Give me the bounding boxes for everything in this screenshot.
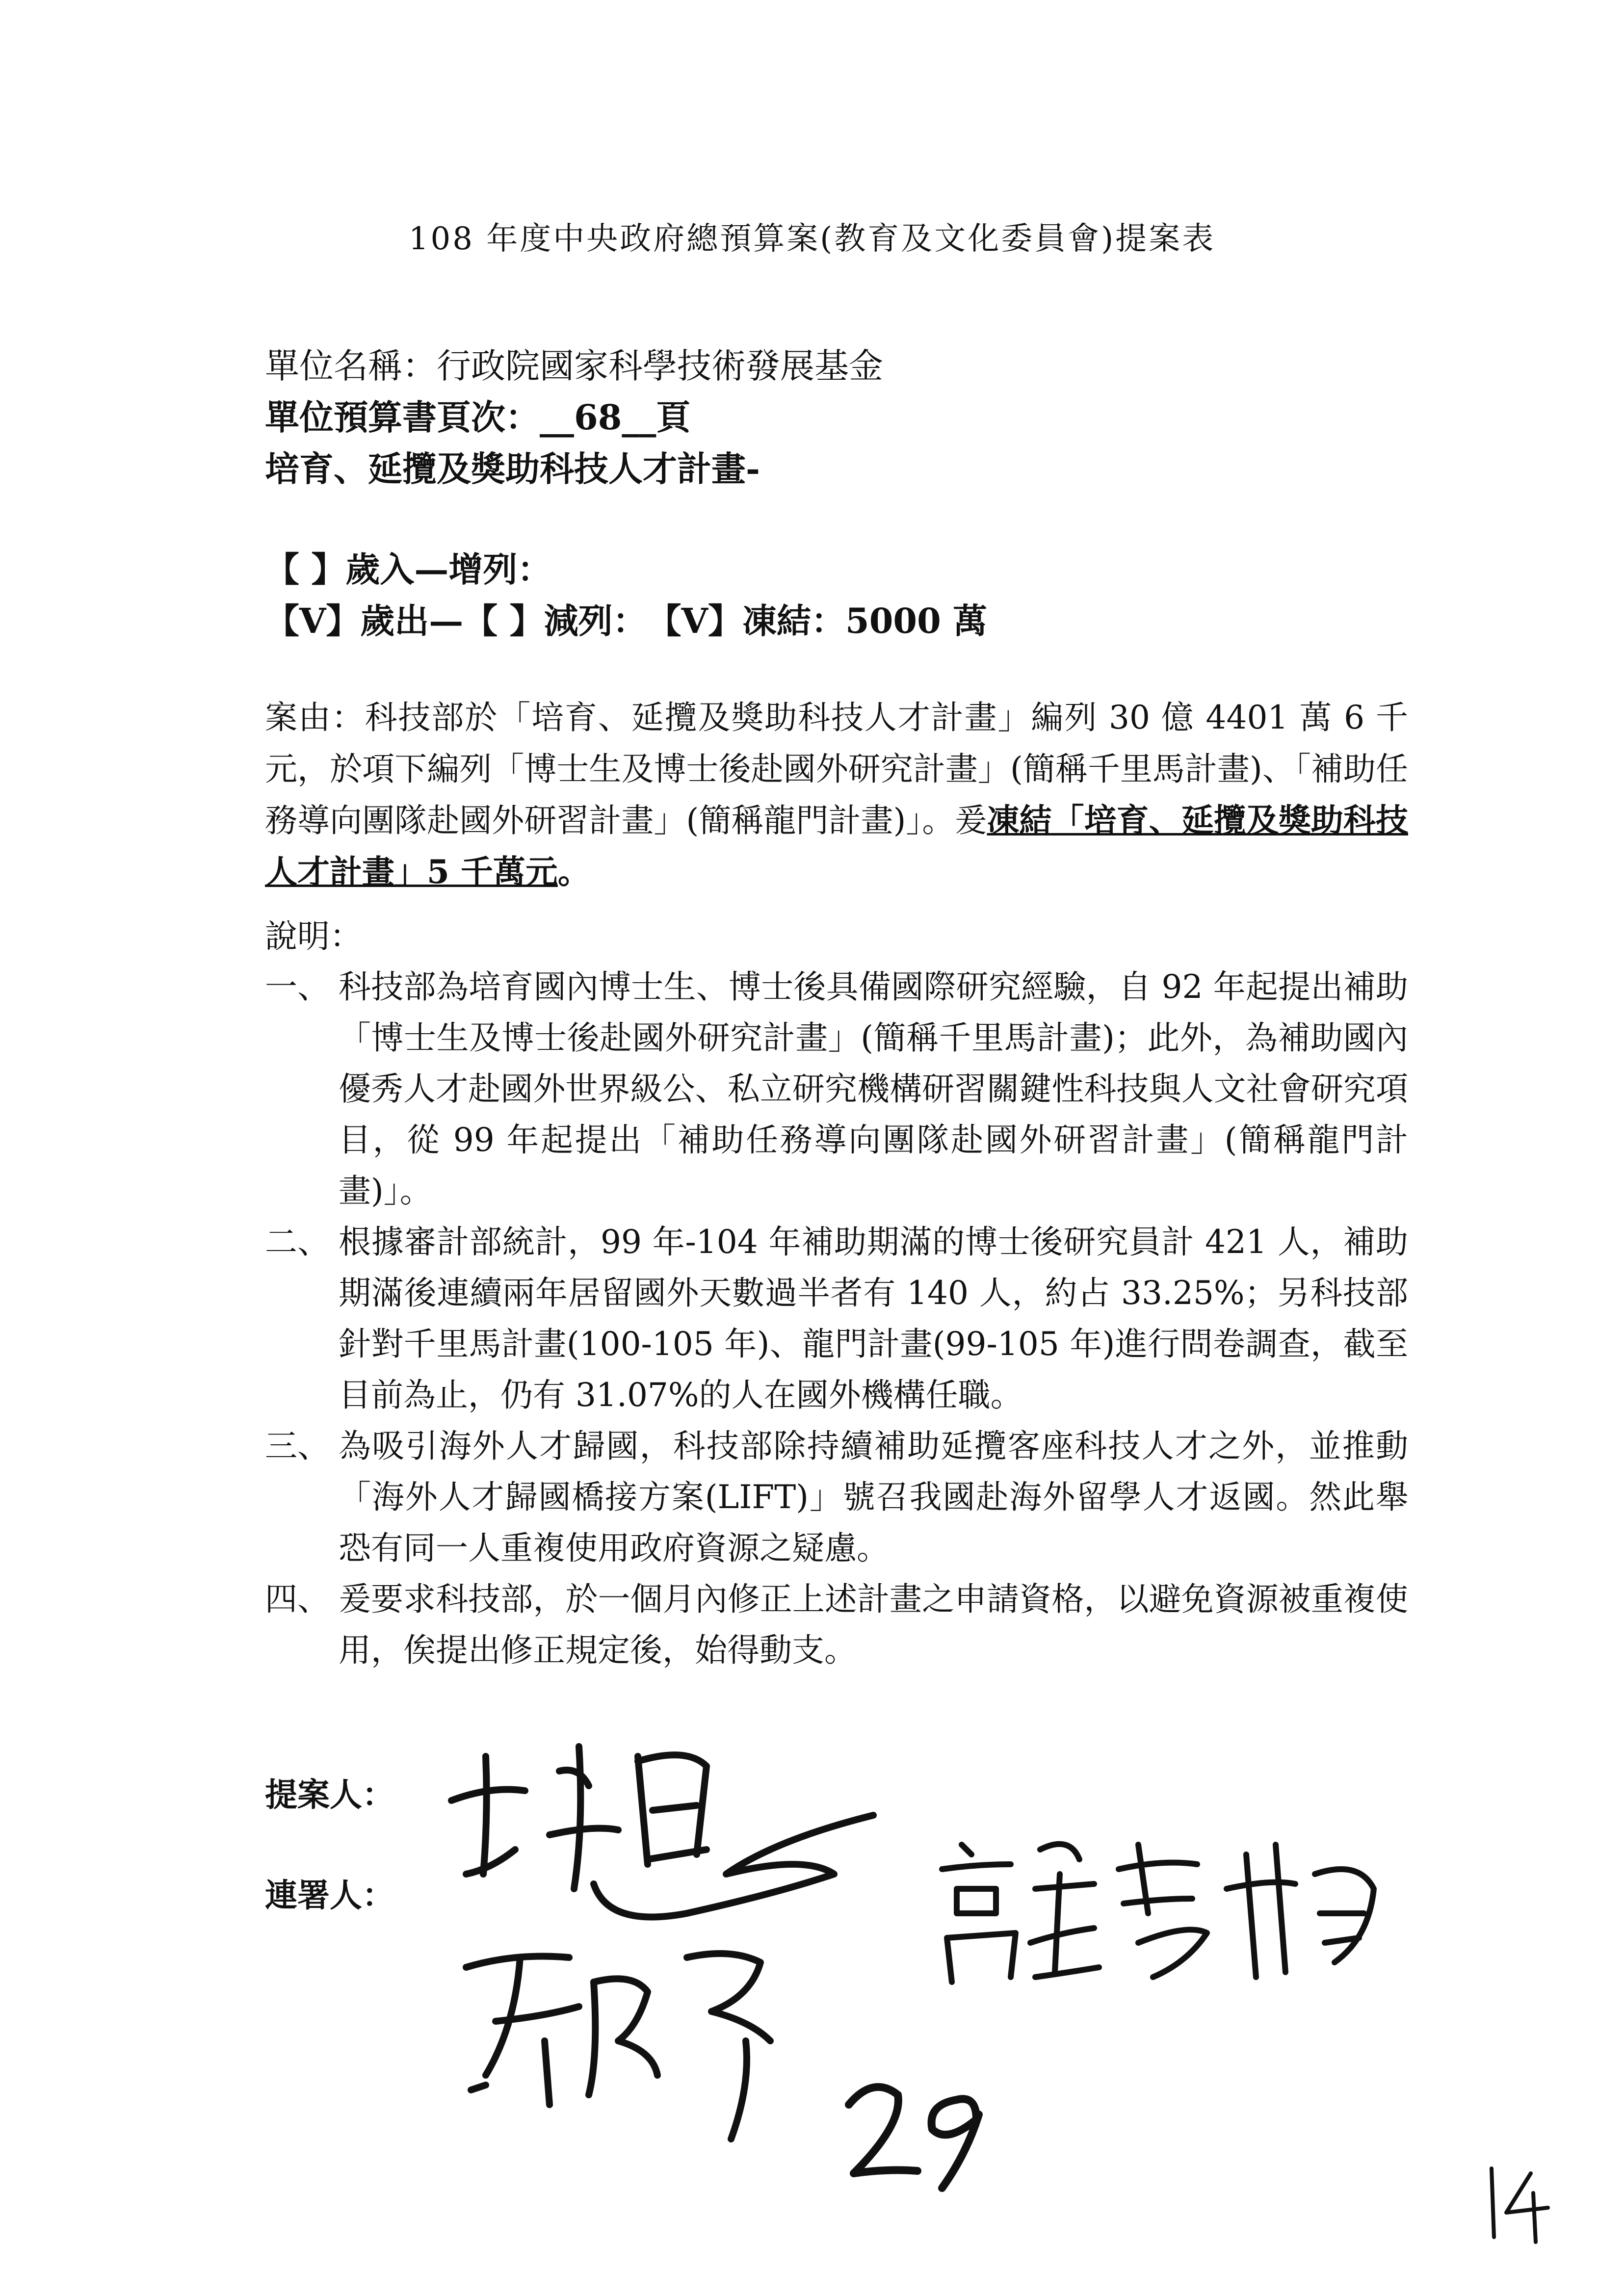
explanation-text: 爰要求科技部，於一個月內修正上述計畫之申請資格，以避免資源被重複使用，俟提出修正規定後，始得動支。 [339,1580,1408,1669]
explanation-text: 根據審計部統計，99 年-104 年補助期滿的博士後研究員計 421 人，補助期滿後連續兩年居留國外天數過半者有 140 人，約占 33.25%；另科技部針對千里馬計畫(100-105 年)、龍門計畫(99-105 年)進行問卷調查，截至目前為止，仍有 31.07%的人在國外機構任職。 [339,1223,1408,1414]
cosigner-label: 連署人： [265,1876,394,1914]
explanation-text: 科技部為培育國內博士生、博士後具備國際研究經驗，自 92 年起提出補助「博士生及博士後赴國外研究計畫」(簡稱千里馬計畫)；此外，為補助國內優秀人才赴國外世界級公、私立研究機構研習關鍵性科技與人文社會研究項目，從 99 年起提出「補助任務導向團隊赴國外研習計畫」(簡稱龍門計畫)」。 [339,968,1408,1210]
explanation-label: 說明： [265,917,362,955]
unit-name: 單位名稱：行政院國家科學技術發展基金 [265,346,883,386]
explanation-number: 二、 [265,1223,330,1261]
page-title: 108 年度中央政府總預算案(教育及文化委員會)提案表 [408,221,1216,257]
revenue-line: 【 】歲入—增列： [265,549,552,590]
case-reason-text: 案由：科技部於「培育、延攬及獎助科技人才計畫」編列 30 億 4401 萬 6 千元，於項下編列「博士生及博士後赴國外研究計畫」(簡稱千里馬計畫)、「補助任務導向團隊赴國外研習計畫」(簡稱龍門計畫)」。 [265,699,1408,839]
case-reason [265,692,1408,898]
explanation-number: 三、 [265,1427,330,1465]
explanation-number: 一、 [265,968,330,1006]
case-reason-end: 。 [557,853,590,891]
proposer-signature [432,1727,947,1933]
budget-page-ref: 單位預算書頁次：__68__頁 [265,397,691,438]
explanation-item [265,962,1408,1217]
cosigner-signature [456,1928,829,2149]
cosigner-signature [932,1815,1423,2002]
expense-line: 【V】歲出—【 】減列： 【V】凍結：5000 萬 [265,600,988,641]
handwritten-number-drawing [834,2065,1011,2193]
explanation-text: 為吸引海外人才歸國，科技部除持續補助延攬客座科技人才之外，並推動「海外人才歸國橋接方案(LIFT)」號召我國赴海外留學人才返國。然此舉恐有同一人重複使用政府資源之疑慮。 [339,1427,1408,1567]
explanation-item [265,1217,1408,1421]
page-number-drawing [1477,2159,1555,2247]
explanation-number: 四、 [265,1580,330,1618]
case-reason-prefix: 爰 [954,802,987,839]
case-reason-emphasis: 凍結「培育、延攬及獎助科技人才計畫」5 千萬元 [265,801,1409,891]
proposer-label: 提案人： [265,1775,394,1814]
explanation-item [265,1421,1408,1574]
explanation-item [265,1574,1408,1676]
plan-name: 培育、延攬及獎助科技人才計畫- [265,448,760,489]
explanation-list [265,962,1408,1676]
